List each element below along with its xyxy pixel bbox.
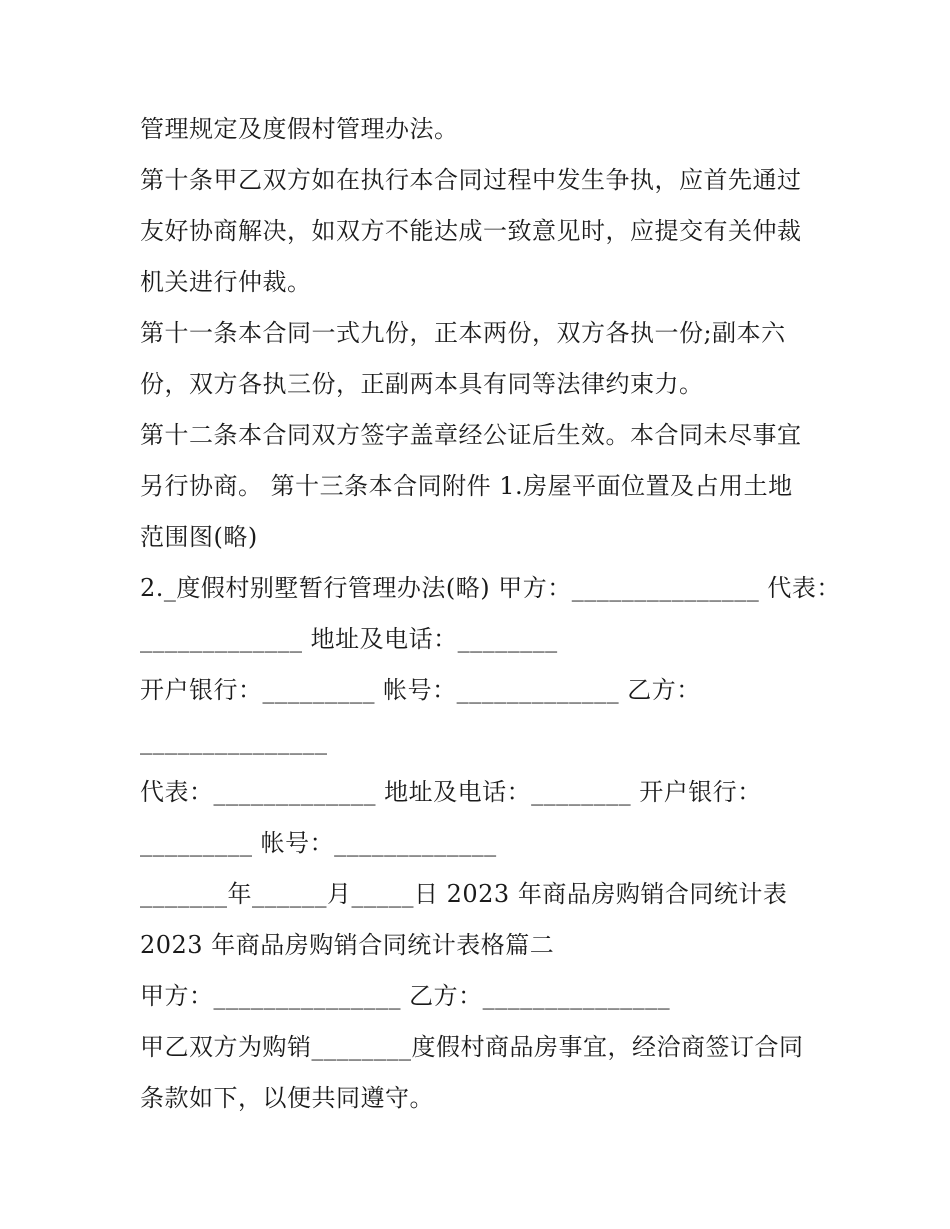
text-line: 友好协商解决，如双方不能达成一致意见时，应提交有关仲裁: [140, 217, 802, 245]
text-line: 另行协商。 第十三条本合同附件 1.房屋平面位置及占用土地: [140, 472, 793, 500]
text-line: _______年______月_____日 2023 年商品房购销合同统计表: [140, 880, 788, 908]
document-page: [140, 104, 841, 1124]
text-line: 甲方：_______________ 乙方：_______________: [140, 982, 671, 1010]
text-line: 份，双方各执三份，正副两本具有同等法律约束力。: [140, 370, 704, 398]
text-line: 第十一条本合同一式九份，正本两份，双方各执一份;副本六: [140, 319, 786, 347]
text-line: 代表：_____________ 地址及电话：________ 开户银行：: [140, 778, 762, 806]
text-line: _____________ 地址及电话：________: [140, 625, 558, 653]
text-line: _______________: [140, 727, 328, 755]
text-line: 2._度假村别墅暂行管理办法(略) 甲方：_______________ 代表：: [140, 574, 841, 602]
text-line: 机关进行仲裁。: [140, 268, 312, 296]
text-line: 条款如下，以便共同遵守。: [140, 1084, 434, 1112]
text-line: 第十条甲乙双方如在执行本合同过程中发生争执，应首先通过: [140, 166, 802, 194]
text-line: 开户银行：_________ 帐号：_____________ 乙方：: [140, 676, 701, 704]
text-line: 第十二条本合同双方签字盖章经公证后生效。本合同未尽事宜: [140, 421, 802, 449]
text-line: _________ 帐号：_____________: [140, 829, 497, 857]
text-line: 管理规定及度假村管理办法。: [140, 115, 459, 143]
text-line: 2023 年商品房购销合同统计表格篇二: [140, 931, 555, 959]
text-line: 甲乙双方为购销________度假村商品房事宜，经洽商签订合同: [140, 1033, 804, 1061]
text-line: 范围图(略): [140, 523, 258, 551]
